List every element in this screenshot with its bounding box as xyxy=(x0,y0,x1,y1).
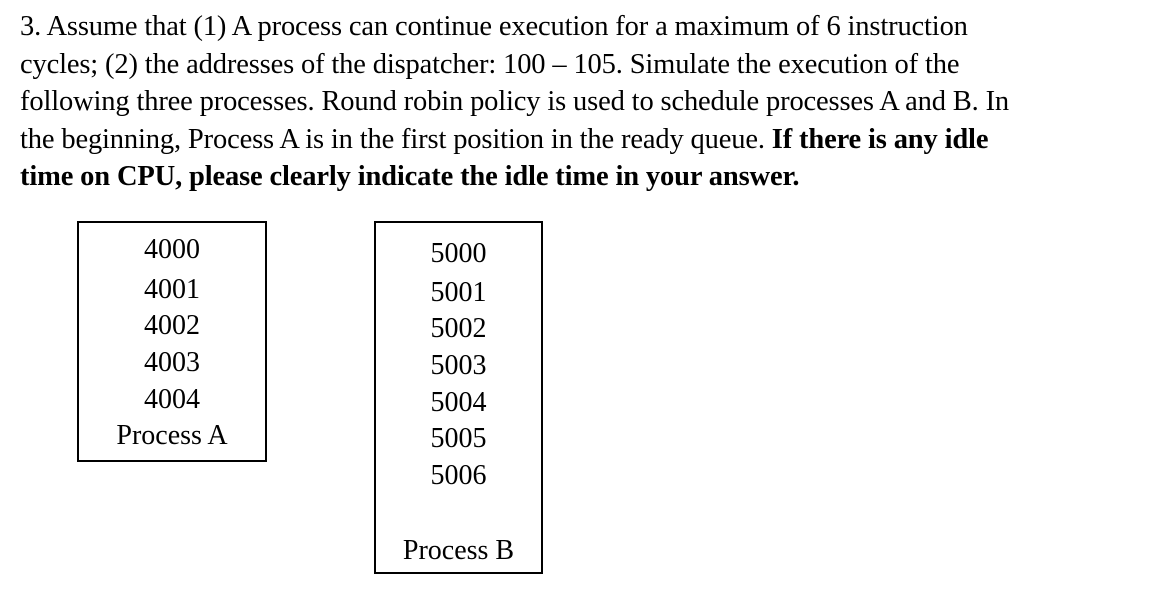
question-line-4-text: the beginning, Process A is in the first position in the ready queue. xyxy=(20,123,772,155)
question-line-5 xyxy=(20,158,1160,196)
process-b-address: 5001 xyxy=(430,277,487,308)
process-b-address: 5000 xyxy=(430,238,487,269)
process-b-label: Process B xyxy=(402,535,515,566)
process-b-address: 5005 xyxy=(430,423,487,454)
process-a-address: 4003 xyxy=(144,347,200,378)
question-line-1: 3. Assume that (1) A process can continue execution for a maximum of 6 instruction xyxy=(20,11,968,42)
process-a-address: 4000 xyxy=(144,234,200,265)
process-a-box xyxy=(77,221,267,462)
question-line-2: cycles; (2) the addresses of the dispatcher: 100 – 105. Simulate the execution of the xyxy=(20,48,960,80)
process-b-address: 5006 xyxy=(430,460,487,491)
idle-instruction-bold-1: If there is any idle xyxy=(771,123,989,155)
process-b-address: 5003 xyxy=(430,350,487,381)
process-a-label: Process A xyxy=(116,420,228,451)
process-a-address: 4001 xyxy=(144,274,200,305)
question-line-3: following three processes. Round robin policy is used to schedule processes A and B. In xyxy=(20,86,1010,117)
process-a-address: 4004 xyxy=(144,384,200,415)
question-text xyxy=(20,8,1160,196)
idle-instruction-bold-2: time on CPU, please clearly indicate the idle time in your answer. xyxy=(20,161,800,192)
process-b-box xyxy=(374,221,543,574)
process-b-address: 5002 xyxy=(430,313,487,344)
process-a-address: 4002 xyxy=(144,310,200,341)
question-line-4 xyxy=(20,121,1160,159)
process-b-address: 5004 xyxy=(430,387,487,418)
